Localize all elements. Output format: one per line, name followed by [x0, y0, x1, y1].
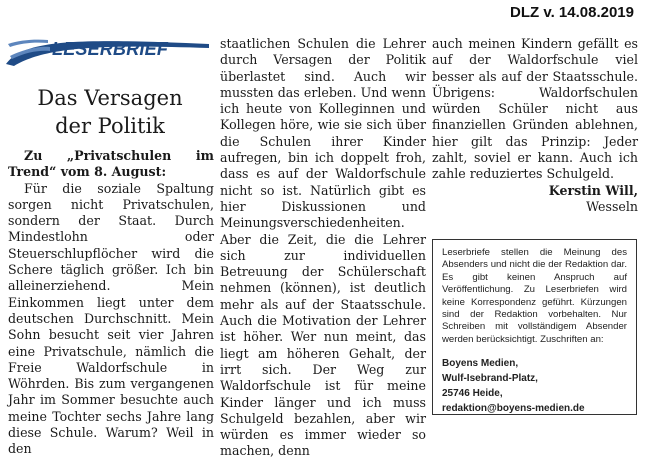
- headline-line-1: Das Versagen: [37, 86, 183, 110]
- author-location: Wesseln: [586, 198, 638, 214]
- author-name: Kerstin Will,: [548, 182, 638, 198]
- section-label: LESERBRIEF: [52, 39, 169, 59]
- article-column-3: [432, 36, 638, 215]
- headline-line-2: der Politik: [55, 114, 165, 138]
- email-link[interactable]: redaktion@boyens-medien.de: [442, 403, 585, 415]
- address-line-1: Boyens Medien,: [442, 358, 519, 370]
- article-column-2: [220, 36, 426, 460]
- source-date-label: DLZ v. 14.08.2019: [510, 4, 634, 21]
- article-column-1: [8, 148, 214, 458]
- editorial-notice-text: Leserbriefe stellen die Meinung des Absenders und nicht die der Redaktion dar. Es gibt keinen Anspruch auf Veröffentlichung. Zu Leserbriefen wird keine Korrespondenz geführt. Kürzungen sind der Redaktion vorbehalten. Nur Schreiben mit vollständigem Absender werden berücksichtigt. Zuschriften an:: [442, 247, 627, 345]
- address-line-2: Wulf-Isebrand-Platz,: [442, 373, 538, 385]
- address-line-3: 25746 Heide,: [442, 388, 503, 400]
- headline: [10, 84, 210, 140]
- article-text-col2: staatlichen Schulen die Lehrer durch Versagen der Politik überlastet sind. Auch wir mussten das erleben. Und wenn ich heute von Kolleginnen und Kollegen höre, wie sie sich über die Schulen ihrer Kinder aufregen, bin ich doppelt froh, dass es auf der Waldorfschule nicht so ist. Natürlich gibt es hier Diskussionen und Meinungsverschiedenheiten. Aber die Zeit, die die Lehrer sich zur individuellen Betreuung der Schülerschaft nehmen (können), ist deutlich mehr als auf der Staatsschule. Auch die Motivation der Lehrer ist höher. Wer nun meint, das liegt am höheren Gehalt, der irrt sich. Der Weg zur Waldorfschule ist für meine Kinder länger und ich muss Schulgeld bezahlen, aber wir würden es immer wieder so machen, denn: [220, 36, 426, 459]
- article-text-col3: auch meinen Kindern gefällt es auf der Waldorfschule viel besser als auf der Staatsschule. Übrigens: Waldorfschulen würden Schüler nicht aus finanziellen Gründen ablehnen, hier gilt das Prinzip: Jeder zahlt, soviel er kann. Auch ich zahle reduziertes Schulgeld.: [432, 36, 638, 182]
- article-text-col1: Für die soziale Spaltung sorgen nicht Privatschulen, sondern der Staat. Durch Mindestlohn oder Steuerschlupflöcher wird die Schere täglich größer. Ich bin alleinerziehend. Mein Einkommen liegt unter dem deutschen Durchschnitt. Mein Sohn besucht seit vier Jahren eine Privatschule, nämlich die Freie Waldorfschule in Wöhrden. Bis zum vergangenen Jahr im Sommer besuchte auch meine Tochter sechs Jahre lang diese Schule. Warum? Weil in den: [8, 180, 214, 457]
- article-reference: Zu „Privatschulen im Trend“ vom 8. August:: [8, 148, 214, 180]
- leserbrief-banner: [4, 34, 209, 68]
- editorial-notice-box: [432, 239, 637, 415]
